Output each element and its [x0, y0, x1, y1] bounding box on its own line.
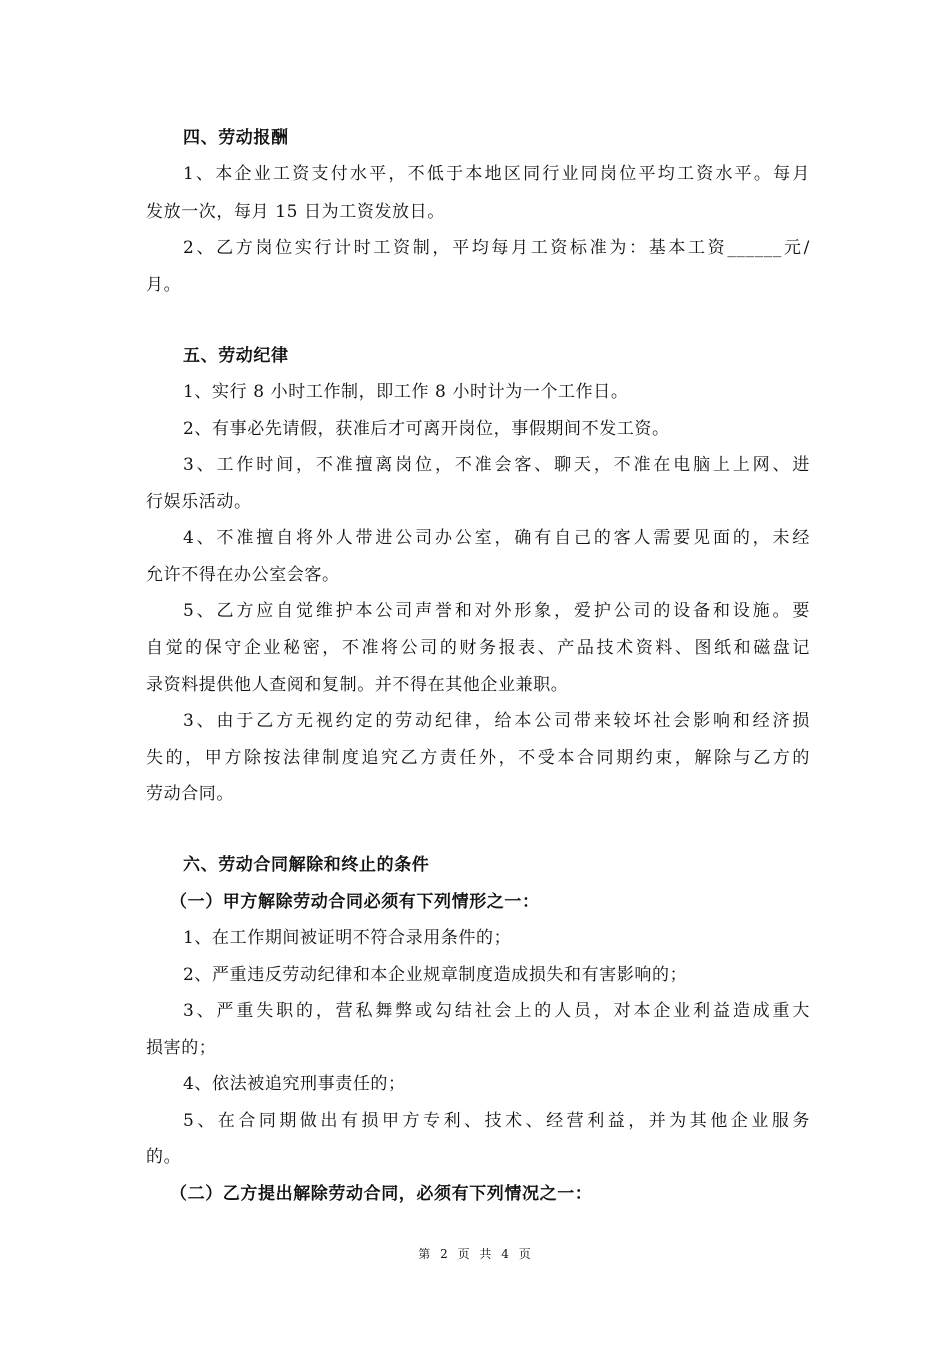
footer-total-word: 共: [479, 1247, 493, 1261]
subsection-heading: （一）甲方解除劳动合同必须有下列情形之一：: [170, 892, 540, 912]
section-heading: 五、劳动纪律: [183, 346, 289, 366]
list-item: 2、有事必先请假，获准后才可离开岗位，事假期间不发工资。: [183, 419, 670, 439]
list-item-continued: 允许不得在办公室会客。: [146, 565, 340, 585]
list-item-continued: 录资料提供他人查阅和复制。并不得在其他企业兼职。: [146, 675, 569, 695]
list-item-continued: 行娱乐活动。: [146, 492, 252, 512]
list-item: 1、实行 8 小时工作制，即工作 8 小时计为一个工作日。: [183, 382, 629, 402]
list-item: 4、不准擅自将外人带进公司办公室，确有自己的客人需要见面的，未经: [183, 528, 810, 548]
section-heading: 六、劳动合同解除和终止的条件: [183, 855, 430, 875]
list-item: 1、在工作期间被证明不符合录用条件的；: [183, 928, 512, 948]
footer-total-pages: 4: [501, 1247, 510, 1261]
list-item-continued: 自觉的保守企业秘密，不准将公司的财务报表、产品技术资料、图纸和磁盘记: [146, 638, 810, 658]
list-item: 2、严重违反劳动纪律和本企业规章制度造成损失和有害影响的；: [183, 965, 688, 985]
footer-suffix: 页: [518, 1247, 532, 1261]
paragraph-line: 2、乙方岗位实行计时工资制，平均每月工资标准为：基本工资______元/: [183, 238, 810, 258]
paragraph-line: 月。: [146, 275, 182, 295]
list-item: 3、严重失职的，营私舞弊或勾结社会上的人员，对本企业利益造成重大: [183, 1001, 810, 1021]
list-item: 5、在合同期做出有损甲方专利、技术、经营利益，并为其他企业服务: [183, 1111, 810, 1131]
list-item-continued: 失的，甲方除按法律制度追究乙方责任外，不受本合同期约束，解除与乙方的: [146, 748, 810, 768]
page-number-footer: [0, 1246, 950, 1262]
list-item-continued: 劳动合同。: [146, 784, 234, 804]
list-item: 3、工作时间，不准擅离岗位，不准会客、聊天，不准在电脑上上网、进: [183, 455, 810, 475]
footer-current-page: 2: [440, 1247, 449, 1261]
list-item-continued: 的。: [146, 1147, 182, 1167]
list-item: 5、乙方应自觉维护本公司声誉和对外形象，爱护公司的设备和设施。要: [183, 601, 810, 621]
paragraph-line: 发放一次，每月 15 日为工资发放日。: [146, 202, 445, 222]
section-heading: 四、劳动报酬: [183, 128, 289, 148]
footer-prefix: 第: [418, 1247, 432, 1261]
list-item: 3、由于乙方无视约定的劳动纪律，给本公司带来较坏社会影响和经济损: [183, 711, 810, 731]
paragraph-line: 1、本企业工资支付水平，不低于本地区同行业同岗位平均工资水平。每月: [183, 164, 810, 184]
subsection-heading: （二）乙方提出解除劳动合同，必须有下列情况之一：: [170, 1184, 593, 1204]
footer-page-word: 页: [457, 1247, 471, 1261]
list-item: 4、依法被追究刑事责任的；: [183, 1074, 406, 1094]
list-item-continued: 损害的；: [146, 1038, 217, 1058]
